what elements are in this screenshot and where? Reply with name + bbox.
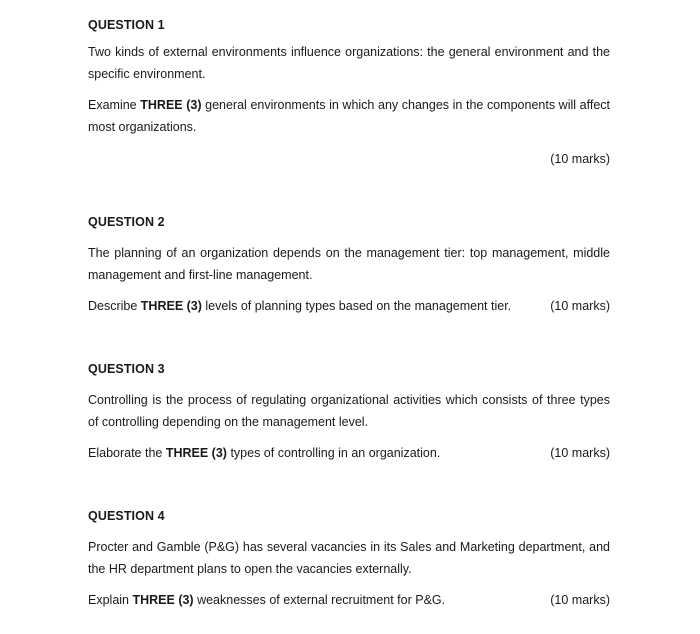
task-prefix: Elaborate the (88, 446, 166, 460)
question-task (88, 295, 511, 317)
task-suffix: levels of planning types based on the management tier. (201, 299, 512, 313)
question-task (88, 94, 610, 138)
question-task-row (88, 589, 610, 611)
question-marks: (10 marks) (550, 593, 610, 607)
task-suffix: weaknesses of external recruitment for P&G. (193, 593, 446, 607)
question-2 (88, 215, 610, 317)
question-context: Controlling is the process of regulating organizational activities which consists of three types of controlling depending on the management level. (88, 393, 610, 429)
question-heading: QUESTION 3 (88, 362, 165, 376)
task-suffix: general environments in which any changes in the components will affect most organizations. (88, 98, 610, 134)
task-count: THREE (3) (165, 446, 227, 460)
task-count: THREE (3) (140, 299, 202, 313)
task-count: THREE (3) (140, 98, 202, 112)
task-suffix: types of controlling in an organization. (226, 446, 441, 460)
question-task-row (88, 295, 610, 317)
question-heading: QUESTION 4 (88, 509, 165, 523)
question-1 (88, 18, 610, 179)
task-prefix: Explain (88, 593, 133, 607)
question-3 (88, 362, 610, 464)
question-marks: (10 marks) (550, 299, 610, 313)
question-task (88, 589, 445, 611)
question-4 (88, 509, 610, 611)
question-heading: QUESTION 1 (88, 18, 165, 32)
question-task (88, 442, 440, 464)
task-prefix: Examine (88, 98, 141, 112)
task-count: THREE (3) (132, 593, 194, 607)
question-heading: QUESTION 2 (88, 215, 165, 229)
question-context: The planning of an organization depends on the management tier: top management, middle management and first-line management. (88, 246, 610, 282)
question-marks: (10 marks) (550, 446, 610, 460)
question-context: Procter and Gamble (P&G) has several vacancies in its Sales and Marketing department, and the HR department plans to open the vacancies externally. (88, 540, 610, 576)
question-marks: (10 marks) (550, 152, 610, 166)
question-task-row (88, 442, 610, 464)
task-prefix: Describe (88, 299, 141, 313)
question-context: Two kinds of external environments influence organizations: the general environment and the specific environment. (88, 45, 610, 81)
